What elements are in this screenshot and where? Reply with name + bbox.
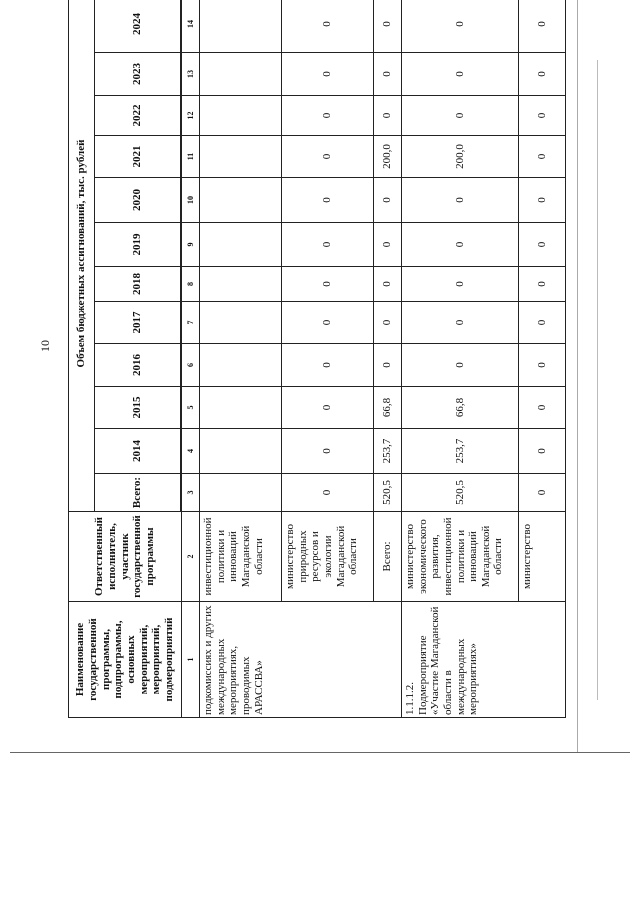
cell-value: 0 [519,387,566,429]
scan-shadow-line [597,60,598,700]
cell-value: 0 [402,267,519,302]
cell-value [200,136,282,178]
cell-value: 0 [374,53,402,96]
cell-value: 0 [519,0,566,53]
cell-value: 0 [519,96,566,136]
header-budget: Объем бюджетных ассигнований, тыс. рублей [69,0,95,512]
cell-value: 0 [402,96,519,136]
cell-value: 0 [282,96,374,136]
cell-value: 200,0 [374,136,402,178]
cell-value: 0 [402,223,519,267]
cell-value [200,0,282,53]
cell-value: 0 [402,53,519,96]
column-number: 8 [182,267,200,302]
cell-value: 253,7 [402,429,519,474]
cell-value: 0 [519,178,566,223]
column-number: 13 [182,53,200,96]
row-responsible: Всего: [374,512,402,602]
column-number: 4 [182,429,200,474]
cell-value: 0 [282,429,374,474]
cell-value: 0 [402,178,519,223]
cell-value: 0 [374,344,402,387]
cell-value: 0 [374,0,402,53]
row-name: 1.1.1.2. Подмероприятие «Участие Магаданской области в международных мероприятиях» [402,602,566,718]
header-year: 2019 [95,223,181,267]
cell-value [200,429,282,474]
header-year: 2015 [95,387,181,429]
header-year: 2017 [95,302,181,344]
cell-value: 0 [282,53,374,96]
cell-value [200,344,282,387]
cell-value: 0 [519,302,566,344]
cell-value: 520,5 [374,474,402,512]
cell-value [200,96,282,136]
column-number: 2 [182,512,200,602]
page-edge-vertical-line [577,0,578,752]
cell-value: 0 [374,223,402,267]
cell-value [200,267,282,302]
cell-value: 0 [282,0,374,53]
header-year: 2022 [95,96,181,136]
cell-value: 0 [282,387,374,429]
header-year: 2023 [95,53,181,96]
cell-value: 200,0 [402,136,519,178]
row-name: подкомиссиях и других международных мероприятиях, проводимых АРАССВА» [200,602,402,718]
header-year: 2020 [95,178,181,223]
header-year: 2021 [95,136,181,178]
cell-value: 0 [282,178,374,223]
cell-value: 0 [519,267,566,302]
header-total: Всего: [95,474,181,512]
cell-value: 0 [282,474,374,512]
cell-value [200,387,282,429]
cell-value: 0 [374,302,402,344]
page-number: 10 [38,340,52,352]
cell-value: 0 [282,267,374,302]
column-number: 10 [182,178,200,223]
column-number: 1 [182,602,200,718]
header-responsible: Ответственный исполнитель, участник государственной программы [69,512,182,602]
cell-value [200,302,282,344]
header-year: 2018 [95,267,181,302]
cell-value: 0 [402,344,519,387]
row-responsible: министерство [519,512,566,602]
cell-value: 0 [519,223,566,267]
row-responsible: инвестиционной политики и инноваций Магаданской области [200,512,282,602]
cell-value: 0 [519,136,566,178]
column-number: 12 [182,96,200,136]
cell-value: 0 [374,96,402,136]
cell-value: 0 [402,302,519,344]
column-number: 14 [182,0,200,53]
header-year: 2014 [95,429,181,474]
page-edge-horizontal-line [10,752,630,753]
column-number: 11 [182,136,200,178]
cell-value: 0 [519,344,566,387]
cell-value: 0 [374,178,402,223]
column-number: 3 [182,474,200,512]
cell-value: 0 [282,136,374,178]
header-year: 2024 [95,0,181,53]
cell-value: 66,8 [402,387,519,429]
column-number: 6 [182,344,200,387]
cell-value: 0 [282,344,374,387]
cell-value: 253,7 [374,429,402,474]
cell-value [200,53,282,96]
cell-value: 0 [519,429,566,474]
cell-value: 0 [282,302,374,344]
column-number: 7 [182,302,200,344]
cell-value: 0 [519,474,566,512]
cell-value: 520,5 [402,474,519,512]
header-year: 2016 [95,344,181,387]
cell-value: 0 [374,267,402,302]
cell-value: 0 [402,0,519,53]
cell-value: 0 [282,223,374,267]
budget-table [68,0,566,718]
header-name: Наименование государственной программы, подпрограммы, основных мероприятий, мероприятий, подмероприятий [69,602,182,718]
cell-value: 0 [519,53,566,96]
budget-table-container [68,6,565,718]
cell-value [200,474,282,512]
cell-value [200,223,282,267]
column-number: 9 [182,223,200,267]
row-responsible: министерство экономического развития, инвестиционной политики и инноваций Магаданской области [402,512,519,602]
cell-value [200,178,282,223]
row-responsible: министерство природных ресурсов и экологии Магаданской области [282,512,374,602]
cell-value: 66,8 [374,387,402,429]
column-number: 5 [182,387,200,429]
